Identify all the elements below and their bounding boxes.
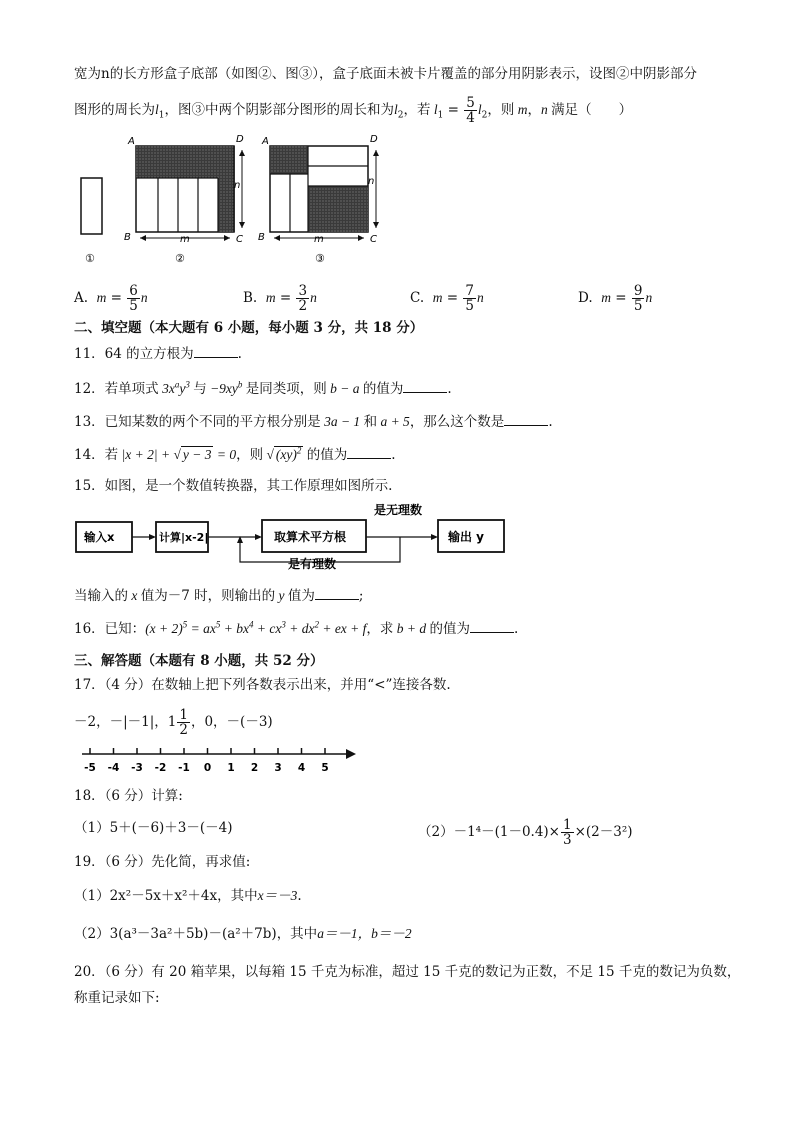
fig1-card — [81, 178, 102, 234]
svg-text:n: n — [368, 176, 375, 187]
flow-sqrt-label: 取算术平方根 — [274, 530, 347, 544]
svg-text:D: D — [236, 134, 244, 145]
fig3-shade-right — [308, 186, 368, 232]
q16: 16．已知：$(x + 2)^5 = ax^5 + bx^4 + cx^3 + dx^2$ + ex + f，求 b + d 的值为 . — [74, 619, 519, 637]
numberline-tick-label: 1 — [227, 762, 235, 774]
q14: 14．若 |x + 2| + √ y − 3 = 0，则 √ (xy)$^2$ 的值为 . — [74, 445, 396, 463]
numberline-tick-label: 3 — [274, 762, 282, 774]
section2-heading: 二、填空题（本大题有 6 小题，每小题 3 分，共 18 分） — [74, 320, 424, 336]
numberline-tick-label: -3 — [131, 762, 143, 774]
q20-line2: 称重记录如下: — [74, 990, 160, 1006]
numberline-tick-label: 0 — [203, 762, 212, 774]
flow-output-label: 输出 y — [448, 530, 485, 544]
intro-line-1: 宽为n的长方形盒子底部（如图②、图③），盒子底面未被卡片覆盖的部分用阴影表示，设图②中阴影部分 — [74, 66, 697, 82]
q17: 17．（4 分）在数轴上把下列各数表示出来，并用“<”连接各数. — [74, 677, 451, 693]
svg-text:A: A — [128, 136, 135, 147]
fig2-label: ② — [175, 252, 185, 265]
fig3-label: ③ — [315, 252, 325, 265]
q15: 15．如图，是一个数值转换器，其工作原理如图所示. — [74, 478, 393, 494]
svg-text:m: m — [180, 234, 190, 245]
svg-text:B: B — [124, 232, 131, 243]
q19-part1: （1）2x²－5x＋x²＋4x，其中x＝－3. — [74, 888, 302, 904]
q18-part1: （1）5＋(－6)＋3－(－4) — [74, 820, 233, 836]
q18-part2: （2）－1⁴－(1－0.4)× $\frac{1}{3}$ ×(2－3²) — [418, 817, 633, 848]
flow-diagram — [74, 500, 514, 572]
numberline-tick-label: -1 — [178, 762, 190, 774]
option-a[interactable]: A. m = $\frac{6}{5}$ n — [74, 283, 148, 314]
numberline-tick-label: -4 — [107, 762, 120, 774]
q12: 12．若单项式 $3x^ay^3$ 与 $-9xy^b$ 是同类项，则 b − a 的值为 . — [74, 379, 452, 397]
intro-line-2: 图形的周长为$l_1$，图③中两个阴影部分图形的周长和为$l_2$，若 $l_1$ = $\frac{5}{4}$ $l_2$，则 m，n 满足（ ） — [74, 95, 633, 126]
option-c[interactable]: C. m = $\frac{7}{5}$ n — [410, 283, 484, 314]
svg-text:B: B — [258, 232, 265, 243]
fig1-label: ① — [85, 252, 95, 265]
q15-question: 当输入的 x 值为－7 时，则输出的 y 值为 ; — [74, 585, 363, 606]
fig3-shade-left — [270, 146, 308, 174]
q11: 11．64 的立方根为 . — [74, 343, 242, 364]
flow-input-label: 输入x — [84, 530, 115, 544]
section3-heading: 三、解答题（本题有 8 小题，共 52 分） — [74, 653, 324, 669]
q17-numbers: －2，－|－1|，1 $\frac{1}{2}$ ，0，－(－3) — [74, 707, 273, 738]
fig2-shade-top — [136, 146, 234, 178]
q20-line1: 20．（6 分）有 20 箱苹果，以每箱 15 千克为标准，超过 15 千克的数记为正数，不足 15 千克的数记为负数， — [74, 964, 741, 980]
numberline-tick-label: 2 — [250, 762, 259, 774]
fig2-shade-right — [218, 178, 234, 232]
box-figures — [70, 128, 400, 268]
svg-text:n: n — [234, 180, 241, 191]
numberline-tick-label: 5 — [321, 762, 329, 774]
flow-rational-label: 是有理数 — [288, 557, 337, 571]
svg-text:C: C — [236, 234, 243, 245]
number-line — [80, 744, 370, 778]
svg-text:m: m — [314, 234, 324, 245]
numberline-tick-label: 4 — [297, 762, 306, 774]
svg-text:D: D — [370, 134, 378, 145]
q19: 19．（6 分）先化简，再求值: — [74, 854, 251, 870]
q18: 18．（6 分）计算: — [74, 788, 183, 804]
flow-irrational-label: 是无理数 — [374, 503, 423, 517]
numberline-tick-label: -2 — [154, 762, 167, 774]
svg-text:C: C — [370, 234, 377, 245]
flow-calc-label: 计算|x-2| — [159, 531, 209, 544]
svg-text:A: A — [262, 136, 269, 147]
numberline-tick-label: -5 — [84, 762, 96, 774]
option-b[interactable]: B. m = $\frac{3}{2}$ n — [243, 283, 317, 314]
q13: 13．已知某数的两个不同的平方根分别是 3a − 1 和 a + 5，那么这个数是 . — [74, 411, 553, 432]
q19-part2: （2）3(a³－3a²＋5b)－(a²＋7b)，其中a＝－1，b＝－2 — [74, 926, 412, 942]
option-d[interactable]: D. m = $\frac{9}{5}$ n — [578, 283, 653, 314]
